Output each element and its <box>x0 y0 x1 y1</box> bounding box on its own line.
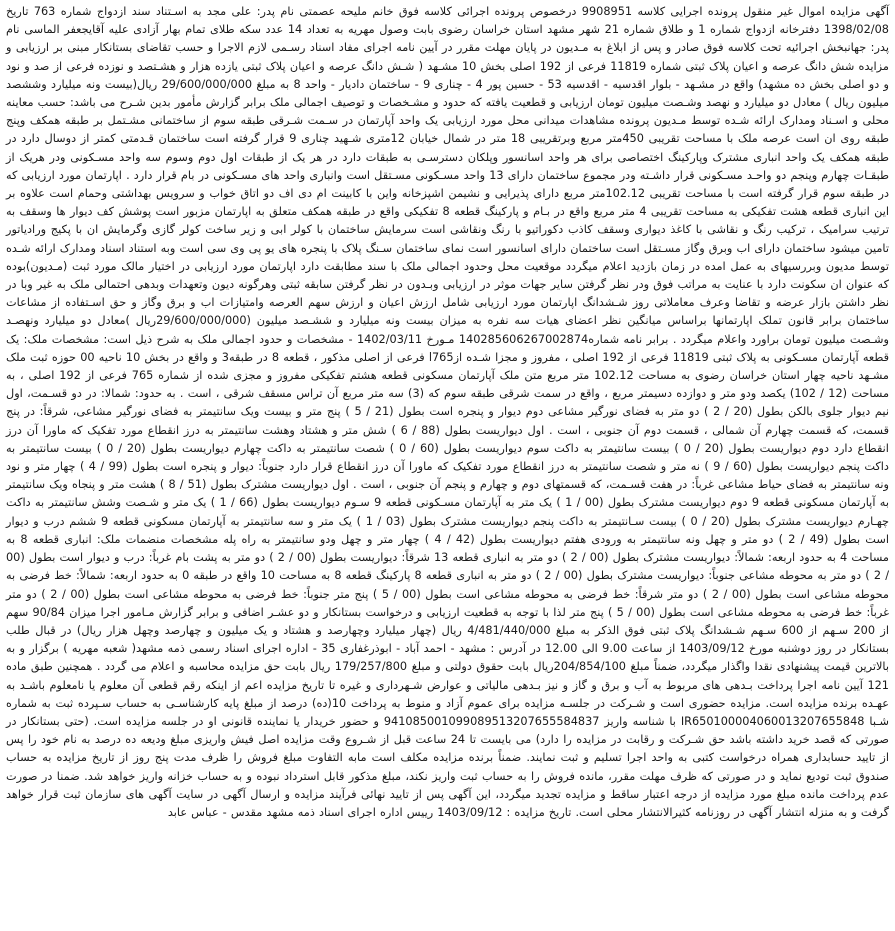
auction-notice-text <box>6 3 889 822</box>
auction-notice-body: آگهی مزایده اموال غیر منقول پرونده اجرایی کلاسه 9908951 درخصوص پرونده اجرائی کلاسه فوق خانم ملیحه عصمتی نام پدر: علی مجد به اسـتناد سند ازدواج شماره 763 تاریخ 1398/02/08 دفترخانه ازدواج شماره 1 و طلاق شماره 21 شهر مشهد استان خراسان رضوی بابت وصول مهریه به تعداد 14 عدد سکه طلای تمام بهار آزادی علیه آقایجعفر الماسی نام پدر: جهانبخش اجرائیه تحت کلاسه فوق صادر و پس از ابلاغ به مـدیون در پایان مهلت مقرر در آیین نامه اجرای مفاد اسناد رسـمی لازم الاجرا و حسب تقاضای بستانکار مبنی بر ارزیابی و مزایده شش دانگ عرصه و اعیان پلاک ثبتی شماره 11819 فرعی از 192 اصلی بخش 10 مشـهد ( شـش دانگ عرصه و اعیان پلاک ثبتی یازده هزار و هشـتصد و نوزده فرعی از صد و نود و دو اصلی بخش ده مشهد) واقع در مشـهد - بلوار اقدسیه - اقدسیه 53 - حسین پور 4 - چناری 9 - ساختمان دادیار - واحد 8 به مبلغ 29/600/000/000 ریال(بیست ونه میلیارد وششصد میلیون ریال ) معادل دو میلیارد و نهصد وشـصت میلیون تومان ارزیابی و قطعیت یافته که حدود و مشـخصات و توصیف اجمالی ملک برابر گزارش مأمور بدین شـرح می باشد: حسب معاینه محلی و اسـناد ومدارک ارائه شـده توسط مـدیون پرونده مشاهدات میدانی محل مورد ارزیابی یک واحد آپارتمان در سـمت شـرقی طبقه سوم از ساختمانی مشـتمل بر طبقه همکف وپنج طبقه روی ان است عرصه ملک با مساحت تقریبی 450متر مربع وبرتقریبی 18 متر در شمال خیابان 12متری شـهید چناری 9 قرار گرفته است ساختمان قـدمتی کمتر از دوسال دارد در طبقه همکف یک واحد انباری مشترک وپارکینگ اختصاصی برای هر واحد اسانسور وپلکان دسترسـی به طبقات دارد در هر یک از طبقات اول دوم وسوم سه واحد مسـکونی ودر هریک از طبقـات چهارم وپنجم دو واحـد مسـکونی قرار داشـته ودر مجموع ساختمان دارای 13 واحد مسـکونی مسـتقل است وانباری واحد های مسـکونی در بام قرار دارد . اپارتمان مورد ارزیابی که در طبقه سوم قرار گرفته است با مساحت تقریبی 102.12متر مربع دارای پذیرایی و نشیمن اشپزخانه واین با کابینت ام دی اف دو اتاق خواب و سرویس بهداشتی وحمام است علاوه بر این انباری قطعه هشت تفکیکی به مساحت تقریبی 4 متر مربع واقع در بـام و پارکینگ قطعه 8 تفکیکی واقع در طبقه همکف متعلق به اپارتمان مزبور است پوشش کف دیوار ها وسقف به ترتیب سرامیک ، ترکیب رنگ و نقاشی با کاغذ دیواری وسقف کاذب دکوراتیو با رنگ ونقاشی است سرمایش ساختمان با کولر ابی و زیر ساخت کولر گازی وگرمایش ان با پکیج ورادیاتور تامین میشود ساختمان دارای اب وبرق وگاز مسـتقل است ساختمان دارای اسانسور است نمای ساختمان سـنگ پلاک با پنجره های یو پی وی سی است وبه استناد اسناد ومدارک ارائه شـده توسط مدیون وبررسیهای به عمل امده در زمان بازدید اعلام میگردد موقعیت محل وحدود اجمالی ملک با سند مطابقت دارد اپارتمان مورد ارزیابی در اختیار مالک مورد ثبت (مـدیون)بوده که عنوان ان سکونت دارد با عنایت به مراتب فوق ودر نظر گرفتن سایر جهات موثر در ارزیابی وبـدون در نظر گرفتن سابقه ثبتی وهرگونه دیون وتعهدات وبدهی احتمالی ملک به غیر وبا در نظر داشتن بازار عرضه و تقاضا وعرف معاملاتی روز شـشدانگ اپارتمان مورد ارزیابی شامل ارزش اعیان و ارزش سهم العرصه وامتیازات اب و برق وگاز و حق اسـتفاده از مشاعات ساختمان برابر قانون تملک اپارتمانها براساس میانگین نظر اعضای هیات سه نفره به میزان بیست ونه میلیارد و ششـصد میلیون (29/600/000/000ریال )معادل دو میلیارد ونهصـد وشـصت میلیون تومان براورد واعلام میگردد . برابر نامه شماره140285606267002874 مـورخ 1402/03/11 - مشخصات و حدود اجمالی ملک به شرح ذیل است: مشخصات ملک: یک قطعه آپارتمان مسـکونی به پلاک ثبتی 11819 فرعی از 192 اصلی ، مفروز و مجزا شـده ازl765 فرعی از اصلی مذکور ، قطعه 8 در طبقه3 و واقع در بخش 10 ناحیه 00 حوزه ثبت ملک مشـهد ناحیه چهار استان خراسان رضوی به مساحت 102.12 متر مربع متن ملک آپارتمان مسکونی قطعه هشتم تفکیکی مفروز و مجزی شده از شماره 765 فرعی از 192 اصلی ، به مساحت (12 / 102) یکصد ودو متر و دوازده دسیمتر مربع ، واقع در سمت شرقی طبقه سوم که (3) سه متر مربع آن تراس مسقف شرقی ، است . به حدود: شمالا: در دو قسـمت، اول نیم دیوار جلوی بالکن بطول (20 / 2 ) دو متر به فضای نورگیر مشاعی دوم دیوار و پنجره است بطول (21 / 5 ) پنج متر و بیست ویک سانتیمتر به فضای نورگیر مشاعی، شرقاً: در پنج قسمت، که قسمت چهارم آن شمالی ، قسمت دوم آن جنوبی ، است . اول دیواریست بطول (88 / 6 ) شش متر و هشتاد وهشت سانتیمتر به درز انقطاع مورد تفکیک که ماورا آن درز انقطاع دارد دوم دیواریست بطول (20 / 0 ) بیست سانتیمتر به داکت سوم دیواریست بطول (60 / 0 ) شصت سانتیمتر به داکت چهارم دیواریست بطول (20 / 0 ) بیست سانتیمتر به داکت پنجم دیواریست بطول (60 / 9 ) نه متر و شصت سانتیمتر به درز انقطاع مورد تفکیک که ماورا آن درز انقطاع قرار دارد جنوباً: دیوار و پنجره است بطول (99 / 4 ) چهار متر و نود ونه سانتیمتر به فضای حیاط مشاعی غرباً: در هفت قسـمت، که قسمتهای دوم و چهارم و پنجم آن جنوبی ، است . اول دیواریست مشترک بطول (51 / 8 ) هشت متر و پنجاه ویک سانتیمتر به آپارتمان مسکونی قطعه 9 دوم دیواریست مشترک بطول (00 / 1 ) یک متر به آپارتمان مسـکونی قطعه 9 سـوم دیواریست بطول (66 / 1 ) یک متر و شـصت وشش سانتیمتر به داکت چهـارم دیواریست مشترک بطول (20 / 0 ) بیست سـانتیمتر به داکت پنجم دیواریست مشترک بطول (03 / 1 ) یک متر و سه سانتیمتر به آپارتمان مسکونی قطعه 9 ششم درب و دیوار است بطول (49 / 2 ) دو متر و چهل ونه سانتیمتر به ورودی هفتم دیواریست بطول (42 / 4 ) چهار متر و چهل ودو سانتیمتر به راه پله مشخصات منضمات ملک: انباری قطعه 8 به مساحت 4 به حدود اربعه: شمالاً: دیواریست مشترک بطول (00 / 2 ) دو متر به انباری قطعه 13 شرقاً: دیواریست بطول (00 / 2 ) دو متر به پشت بام غرباً: درب و دیوار است بطول (00 / 2 ) دو متر به محوطه مشاعی جنوباً: دیواریست مشترک بطول (00 / 2 ) دو متر به انباری قطعه 8 پارکینگ قطعه 8 به مساحت 10 واقع در طبقه 0 به حدود اربعه: شمالاً: خط فرضی به محوطه مشاعی است بطول (00 / 2 ) دو متر شرقاً: خط فرضی به محوطه مشاعی است بطول (00 / 5 ) پنج متر جنوباً: خط فرضی به محوطه مشاعی است بطول (00 / 2 ) دو متر غرباً: خط فرضی به محوطه مشاعی است بطول (00 / 5 ) پنج متر لذا با توجه به قطعیت ارزیابی و درخواست بستانکار و دو عشـر اضافی و برابر گزارش مـامور اجرا میزان 90/84 سهم از 200 سـهم از 600 سـهم شـشدانگ پلاک ثبتی فوق الذکر به مبلغ 4/481/440/000 ریال (چهار میلیارد وچهارصد و هشتاد و یک میلیون و چهارصد وچهل هزار ریال) در قبال طلب بستانکار در روز دوشنبه مورخ 1403/09/12 از ساعت 9.00 الی 12.00 در آدرس : مشهد - احمد آباد - ابوذرغفاری 35 - اداره اجرای اسناد رسمی ذمه مشهد( شعبه مهریه ) برگزار و به بالاترین قیمت پیشنهادی نقدا واگذار میگردد، ضمناً مبلغ 204/854/100ریال بابت حقوق دولتی و مبلغ 179/257/800 ریال بابت حق مزایده محاسبه و اعلام می گردد . همچنین طبق ماده 121 آیین نامه اجرا پرداخت بـدهی های مربوط به آب و برق و گاز و نیز بـدهی مالیاتی و عوارض شـهرداری و غیره تا تاریخ مزایده اعم از اینکه رقم قطعی آن معلوم یا نامعلوم باشـد به عهـده برنده مزایده است. مزایده حضوری است و شـرکت در جلسـه مزایده برای عموم آزاد و منوط به پرداخت 10(ده) درصد از مبلغ پایه کارشناسـی به حساب سـپرده ثبت به شماره شـبا IR650100004060013207655848 با شناسه واریز 941085001099089513207655584837 و حضور خریدار یا نماینده قانونی او در جلسه مزایده است. (حتی بستانکار در صورتی که قصد خرید داشته باشد حق شـرکت و رقابت در مزایده را دارد) می بایست تا 24 ساعت قبل از شـروع وقت مزایده اصل فیش واریزی مبلغ ودیعه ده درصد به نام خود را پس از تایید حسابداری همراه درخواست کتبی به واحد اجرا تسلیم و ثبت نمایند. ضمناً برنده مزایده مکلف است مابه التفاوت مبلغ فروش را ظرف مدت پنج روز از تاریخ مزایده به حساب صندوق ثبت تودیع نماید و در صورتی که ظرف مهلت مقرر، مانده فروش را به حساب ثبت واریز نکند، مبلغ مذکور قابل استرداد نبوده و به حساب خزانه واریز خواهد شد. ضمنا در صورت عدم پرداخت مانده مبلغ مورد مزایده از درجه اعتبار ساقط و مزایده تجدید میگردد، این آگهی پس از تایید نهائی فرآیند مزایده و ارسال آگهی در سایت آگهی های سازمان ثبت قرار خواهد گرفت و به منزله انتشار آگهی در روزنامه کثیرالانتشار محلی است. تاریخ مزایده : 1403/09/12 رییس اداره اجرای اسناد ذمه مشهد مقدس - عباس عابد <box>6 5 890 819</box>
